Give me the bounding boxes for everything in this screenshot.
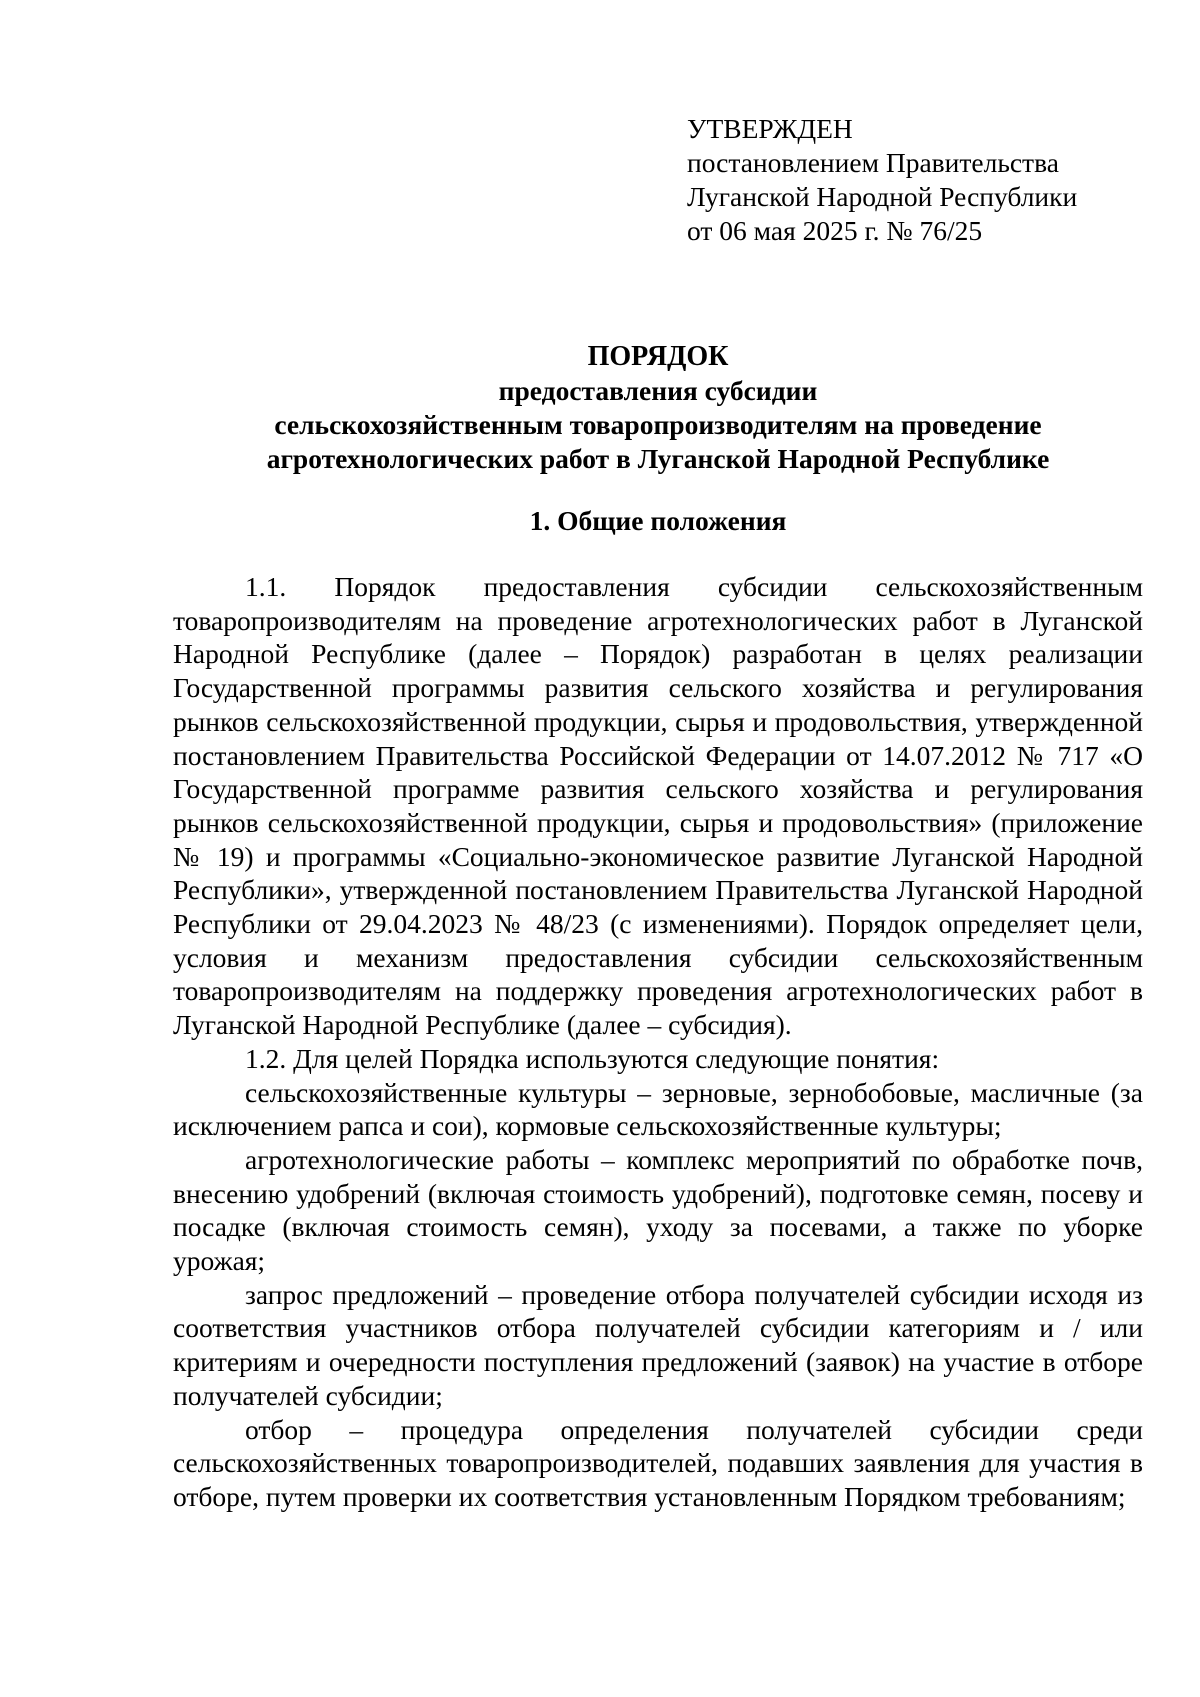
approval-status: УТВЕРЖДЕН <box>687 113 853 144</box>
section-heading: 1. Общие положения <box>529 505 787 536</box>
approval-stamp <box>687 112 1077 248</box>
paragraph: агротехнологические работы – комплекс мероприятий по обработке почв, внесению удобрений (включая стоимость удобрений), подготовке семян, посеву и посадке (включая стоимость семян), уходу за посевами, а также по уборке урожая; <box>173 1143 1143 1277</box>
approval-date-number: от 06 мая 2025 г. № 76/25 <box>687 215 983 246</box>
paragraph: запрос предложений – проведение отбора получателей субсидии исходя из соответствия участников отбора получателей субсидии категориям и / или критериям и очередности поступления предложений (заявок) на участие в отборе получателей субсидии; <box>173 1278 1143 1411</box>
approval-authority: постановлением Правительства <box>687 147 1059 178</box>
title-line: предоставления субсидии <box>498 375 818 406</box>
document-title <box>173 340 1143 476</box>
title-line: сельскохозяйственным товаропроизводителям на проведение <box>274 409 1042 440</box>
title-heading: ПОРЯДОК <box>587 341 729 372</box>
paragraph: 1.1. Порядок предоставления субсидии сельскохозяйственным товаропроизводителям на проведение агротехнологических работ в Луганской Народной Республике (далее – Порядок) разработан в целях реализации Государственной программы развития сельского хозяйства и регулирования рынков сельскохозяйственной продукции, сырья и продовольствия, утвержденной постановлением Правительства Российской Федерации от 14.07.2012 № 717 «О Государственной программе развития сельского хозяйства и регулирования рынков сельскохозяйственной продукции, сырья и продовольствия» (приложение № 19) и программы «Социально-экономическое развитие Луганской Народной Республики», утвержденной постановлением Правительства Луганской Народной Республики от 29.04.2023 № 48/23 (с изменениями). Порядок определяет цели, условия и механизм предоставления субсидии сельскохозяйственным товаропроизводителям на поддержку проведения агротехнологических работ в Луганской Народной Республике (далее – субсидия). <box>173 571 1143 1041</box>
paragraph: отбор – процедура определения получателей субсидии среди сельскохозяйственных товаропроизводителей, подавших заявления для участия в отборе, путем проверки их соответствия установленным Порядком требованиям; <box>173 1413 1143 1512</box>
paragraph: сельскохозяйственные культуры – зерновые, зернобобовые, масличные (за исключением рапса и сои), кормовые сельскохозяйственные культуры; <box>173 1076 1143 1142</box>
document-body <box>173 570 1143 1514</box>
approval-government: Луганской Народной Республики <box>687 181 1078 212</box>
title-line: агротехнологических работ в Луганской Народной Республике <box>266 443 1050 474</box>
paragraph: 1.2. Для целей Порядка используются следующие понятия: <box>245 1042 940 1074</box>
